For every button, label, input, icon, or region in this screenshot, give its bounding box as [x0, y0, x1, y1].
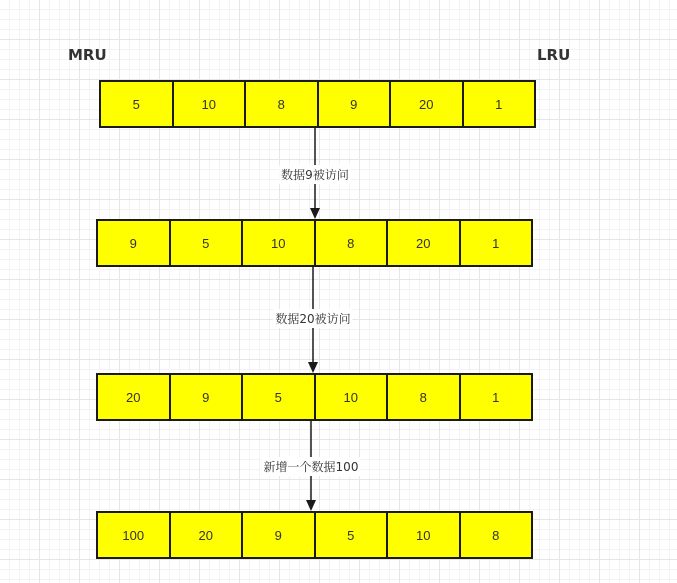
mru-label: MRU [68, 46, 107, 64]
step-label-access-9: 数据9被访问 [279, 165, 351, 184]
cache-cell: 1 [461, 375, 532, 419]
cache-cell: 9 [171, 375, 244, 419]
lru-label: LRU [537, 46, 571, 64]
cache-cell: 1 [461, 221, 532, 265]
cache-cell: 5 [101, 82, 174, 126]
cache-cell: 9 [319, 82, 392, 126]
cache-cell: 10 [388, 513, 461, 557]
cache-cell: 1 [464, 82, 535, 126]
step-label-insert-100: 新增一个数据100 [262, 457, 361, 476]
cache-cell: 20 [391, 82, 464, 126]
cache-cell: 10 [316, 375, 389, 419]
cache-cell: 8 [246, 82, 319, 126]
cache-cell: 10 [174, 82, 247, 126]
cache-cell: 20 [171, 513, 244, 557]
cache-cell: 5 [171, 221, 244, 265]
cache-cell: 5 [316, 513, 389, 557]
step-label-access-20: 数据20被访问 [273, 309, 352, 328]
cache-cell: 8 [316, 221, 389, 265]
cache-cell: 20 [388, 221, 461, 265]
cache-cell: 100 [98, 513, 171, 557]
cache-cell: 8 [461, 513, 532, 557]
cache-cell: 20 [98, 375, 171, 419]
cache-cell: 8 [388, 375, 461, 419]
cache-cell: 10 [243, 221, 316, 265]
cache-cell: 5 [243, 375, 316, 419]
cache-cell: 9 [243, 513, 316, 557]
cache-cell: 9 [98, 221, 171, 265]
